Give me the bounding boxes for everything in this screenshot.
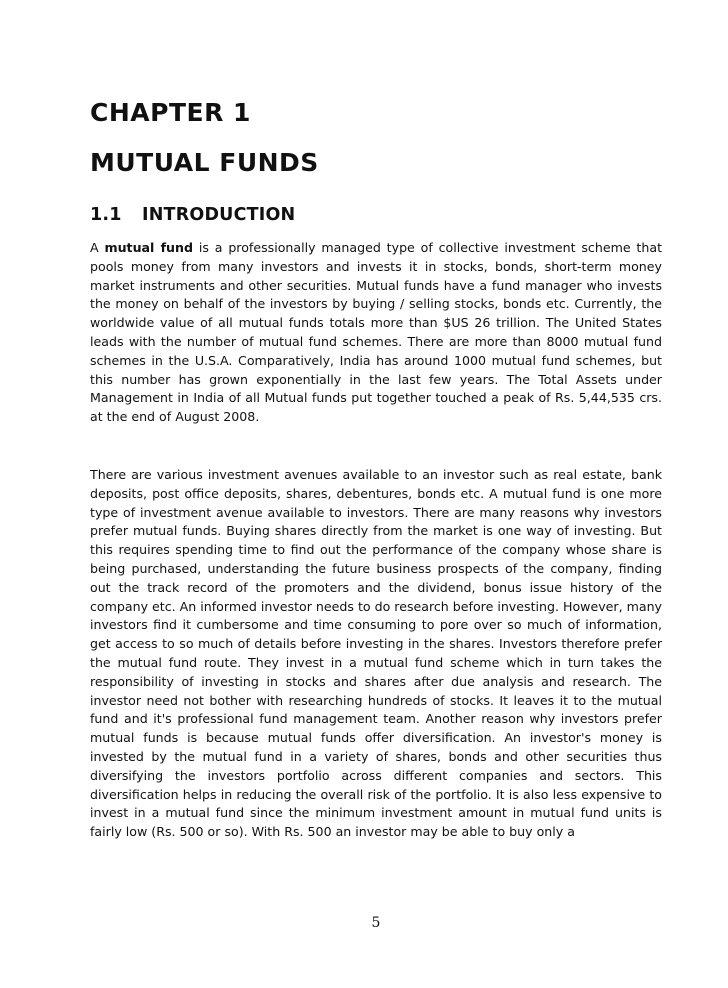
section-title: INTRODUCTION: [142, 205, 296, 225]
paragraph-lead: A: [90, 240, 105, 255]
page-number: 5: [371, 915, 381, 931]
chapter-title: MUTUAL FUNDS: [90, 148, 319, 177]
second-paragraph: There are various investment avenues available to an investor such as real estate, bank deposits, post office deposits, shares, debentures, bonds etc. A mutual fund is one more type of investment avenue available to investors. There are many reasons why investors prefer mutual funds. Buying shares directly from the market is one way of investing. But this requires spending time to find out the performance of the company whose share is being purchased, understanding the future business prospects of the company, finding out the track record of the promoters and the dividend, bonus issue history of the company etc. An informed investor needs to do research before investing. However, many investors find it cumbersome and time consuming to pore over so much of information, get access to so much of details before investing in the shares. Investors therefore prefer the mutual fund route. They invest in a mutual fund scheme which in turn takes the responsibility of investing in stocks and shares after due analysis and research. The investor need not bother with researching hundreds of stocks. It leaves it to the mutual fund and it's professional fund management team. Another reason why investors prefer mutual funds is because mutual funds offer diversification. An investor's money is invested by the mutual fund in a variety of shares, bonds and other securities thus diversifying the investors portfolio across different companies and sectors. This diversification helps in reducing the overall risk of the portfolio. It is also less expensive to invest in a mutual fund since the minimum investment amount in mutual fund units is fairly low (Rs. 500 or so). With Rs. 500 an investor may be able to buy only a: [90, 467, 663, 840]
section-heading: [90, 205, 295, 225]
section-number: 1.1: [90, 205, 122, 225]
paragraph-body: is a professionally managed type of collective investment scheme that pools money from many investors and invests it in stocks, bonds, short-term money market instruments and other securities. Mutual funds have a fund manager who invests the money on behalf of the investors by buying / selling stocks, bonds etc. Currently, the worldwide value of all mutual funds totals more than $US 26 trillion. The United States leads with the number of mutual fund schemes. There are more than 8000 mutual fund schemes in the U.S.A. Comparatively, India has around 1000 mutual fund schemes, but this number has grown exponentially in the last few years. The Total Assets under Management in India of all Mutual funds put together touched a peak of Rs. 5,44,535 crs. at the end of August 2008.: [90, 240, 663, 425]
chapter-heading: CHAPTER 1: [90, 98, 251, 127]
bold-term: mutual fund: [104, 240, 194, 255]
intro-paragraph: [90, 239, 662, 427]
